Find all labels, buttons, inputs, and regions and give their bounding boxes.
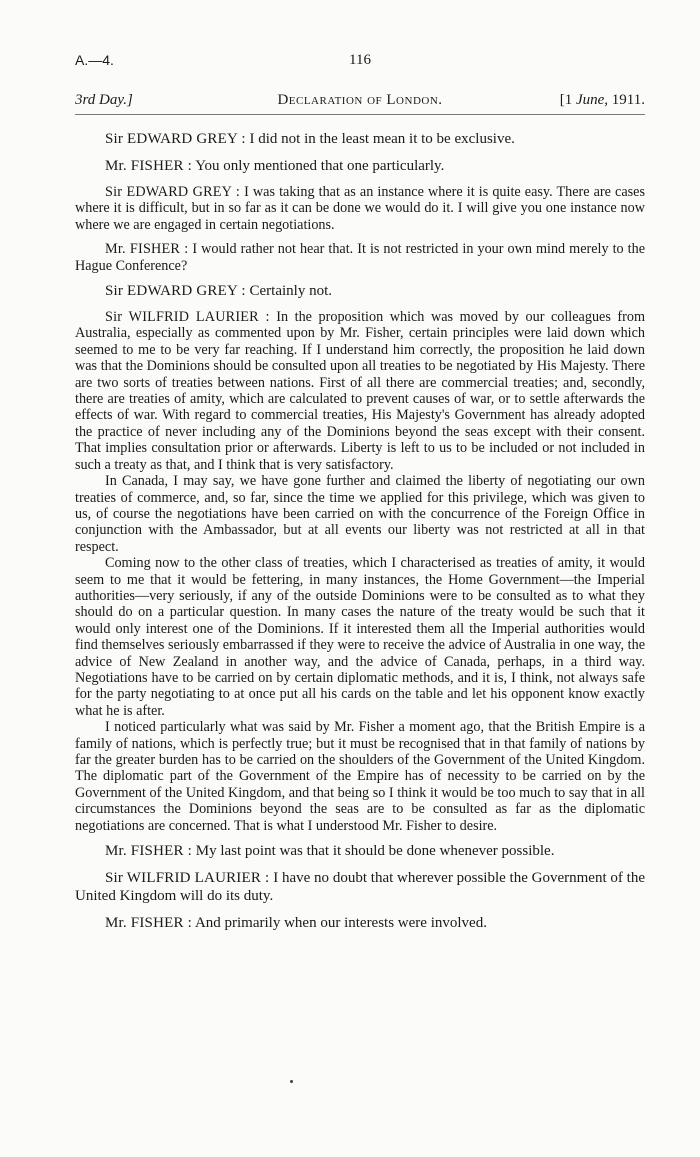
date-year: 1911. [608,92,645,108]
date-prefix: [1 [559,92,576,108]
transcript-body [75,130,645,941]
speech [75,130,645,148]
speaker-name: Sir EDWARD GREY : [105,283,246,300]
page-number: 116 [349,52,371,68]
continuation-paragraph: In Canada, I may say, we have gone further and claimed the liberty of negotiating our own treaties of commerce, and, so far, since the time we applied for this privilege, which was given to us, of course the negotiations have been carried on with the concurrence of the Foreign Office in conjunction with the Ambassador, but at all events our liberty was not restricted at all in that respect. [75,473,645,555]
speech [75,184,645,233]
speech-text: I did not in the least mean it to be exclusive. [245,131,515,147]
speaker-name: Sir EDWARD GREY : [105,184,240,200]
speech [75,869,645,905]
speech-text: You only mentioned that one particularly. [192,158,445,174]
running-title: Declaration of London. [277,92,443,108]
speaker-name: Mr. FISHER : [105,241,189,258]
sitting-date [560,92,645,109]
speech-text: In the proposition which was moved by our colleagues from Australia, especially as commented upon by Mr. Fisher, certain principles were laid down which seemed to me to be very far reaching. If I understand him correctly, the proposition he laid down was that the Dominions should be consulted upon all treaties to be negotiated by His Majesty. There are two sorts of treaties between nations. First of all there are commercial treaties; and, secondly, there are treaties of amity, which are calculated to prevent causes of war, or to settle afterwards the effects of war. With regard to commercial treaties, His Majesty's Government has already adopted the practice of never including any of the Dominions beyond the seas except with their consent. That implies consultation prior or afterwards. Liberty is left to us to be included or not included in such a treaty as that, and I think that is very satisfactory. [75,309,645,473]
document-reference: A.—4. [75,52,114,68]
speech-text: And primarily when our interests were involved. [192,915,487,932]
top-line [75,52,645,72]
speech [75,309,645,473]
continuation-paragraph: Coming now to the other class of treaties, which I characterised as treaties of amity, it would seem to me that it would be fettering, in many instances, the Home Government—the Imperial authorities—very seriously, if any of the outside Dominions were to be consulted as to what they should do on a particular question. In many cases the nature of the treaty would be such that it would only interest one of the Dominions. If it interested them all the Imperial authorities would find themselves seriously embarrassed if they were to receive the advice of Australia in one way, the advice of New Zealand in another way, and the advice of Canada, perhaps, in a third way. Negotiations have to be carried on by certain diplomatic methods, and it is, I think, not always safe for the party negotiating to at once put all his cards on the table and let his opponent know exactly what he is after. [75,555,645,719]
speaker-name: Sir EDWARD GREY : [105,131,246,147]
speaker-name: Mr. FISHER : [105,915,193,932]
speech-text: I was taking that as an instance where it is quite easy. There are cases where it is difficult, but in so far as it can be done we would do it. I will give you one instance now where we are engaged in certain negotiations. [75,184,645,233]
speaker-name: Sir WILFRID LAURIER : [105,309,270,326]
speaker-name: Mr. FISHER : [105,843,193,860]
speech-text: I have no doubt that wherever possible the Government of the United Kingdom will do its duty. [75,870,645,905]
speech [75,241,645,274]
speech-text: Certainly not. [245,283,333,300]
speech [75,157,645,175]
ink-speck [290,1080,293,1083]
speech-text: I would rather not hear that. It is not restricted in your own mind merely to the Hague Conference? [75,241,645,274]
running-header [75,92,645,115]
continuation-paragraph: I noticed particularly what was said by Mr. Fisher a moment ago, that the British Empire is a family of nations, which is perfectly true; but it must be recognised that in that family of nations by far the greater burden has to be carried on the shoulders of the Government of the United Kingdom. The diplomatic part of the Government of the Empire has of necessity to be carried on by the Government of the United Kingdom, and that being so I think it would be too much to say that in all circumstances the Dominions beyond the seas are to be consulted as far as the diplomatic negotiations are concerned. That is what I understood Mr. Fisher to desire. [75,719,645,834]
speech-text: My last point was that it should be done whenever possible. [192,843,555,860]
speech [75,842,645,860]
speaker-name: Mr. FISHER : [105,158,193,174]
date-month: June, [575,92,609,108]
speaker-name: Sir WILFRID LAURIER : [105,870,270,887]
sitting-day: 3rd Day.] [75,92,133,108]
speech [75,282,645,300]
speech [75,914,645,932]
